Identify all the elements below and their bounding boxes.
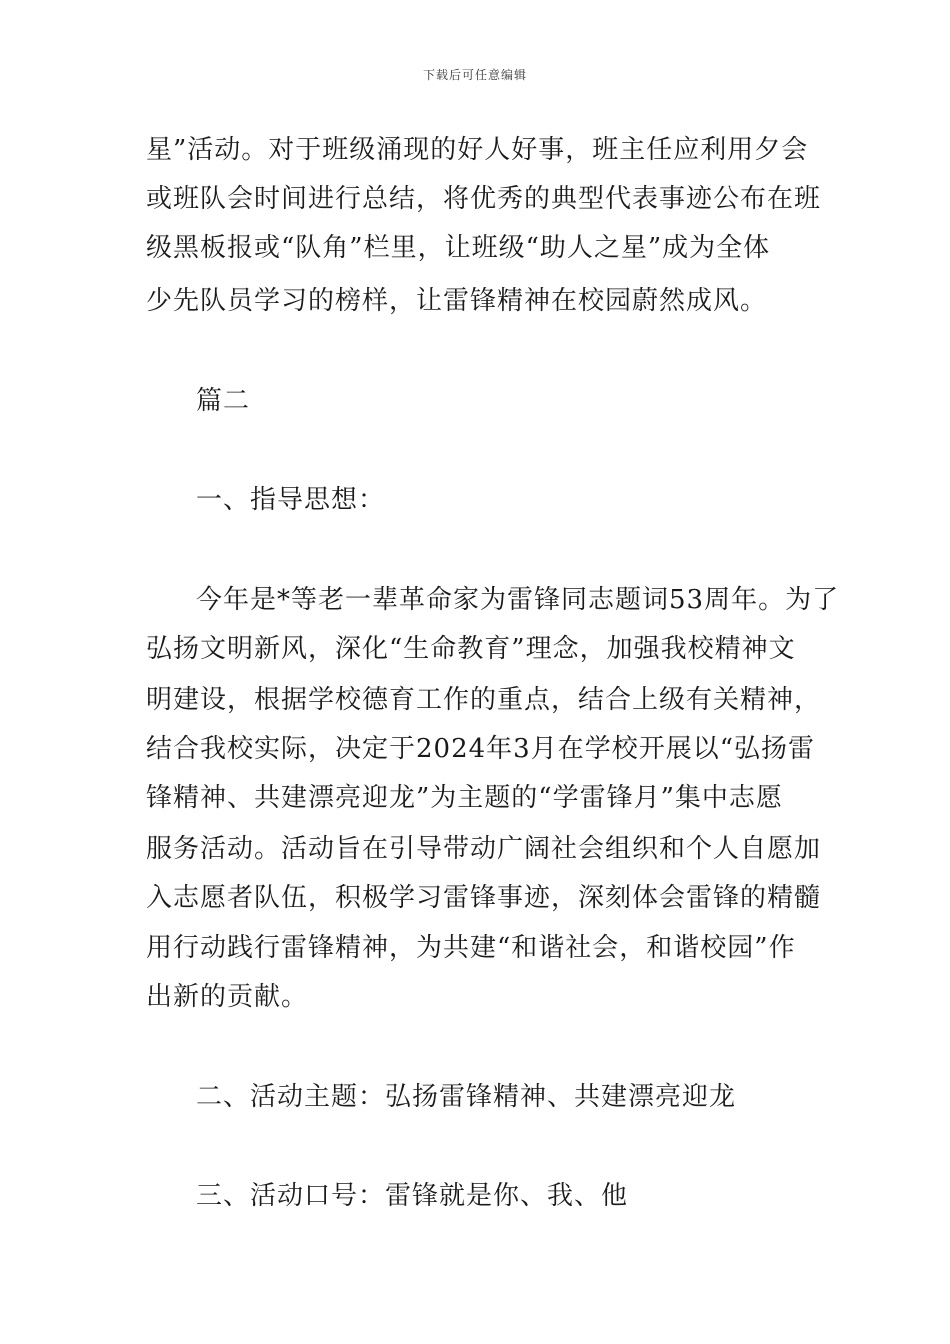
paragraph-line: 入志愿者队伍，积极学习雷锋事迹，深刻体会雷锋的精髓 [146,883,822,913]
paragraph-line: 出新的贡献。 [146,982,309,1012]
page-header: 下载后可任意编辑 [422,68,527,82]
paragraph-line: 锋精神、共建漂亮迎龙”为主题的“学雷锋月”集中志愿 [146,783,783,813]
paragraph-line: 弘扬文明新风，深化“生命教育”理念，加强我校精神文 [146,634,796,664]
paragraph-line: 级黑板报或“队角”栏里，让班级“助人之星”成为全体 [146,233,771,263]
paragraph-line: 今年是*等老一辈革命家为雷锋同志题词53周年。为了 [196,585,840,615]
paragraph-line: 服务活动。活动旨在引导带动广阔社会组织和个人自愿加 [146,834,822,864]
paragraph-line: 或班队会时间进行总结，将优秀的典型代表事迹公布在班 [146,184,822,214]
heading-activity-slogan: 三、活动口号：雷锋就是你、我、他 [196,1181,629,1211]
paragraph-line: 明建设，根据学校德育工作的重点，结合上级有关精神， [146,685,822,715]
paragraph-line: 少先队员学习的榜样，让雷锋精神在校园蔚然成风。 [146,286,768,316]
paragraph-line: 星”活动。对于班级涌现的好人好事，班主任应利用夕会 [146,135,809,165]
paragraph-line: 用行动践行雷锋精神，为共建“和谐社会，和谐校园”作 [146,933,796,963]
section-title: 篇二 [196,386,251,416]
heading-activity-theme: 二、活动主题：弘扬雷锋精神、共建漂亮迎龙 [196,1082,737,1112]
paragraph-line: 结合我校实际，决定于2024年3月在学校开展以“弘扬雷 [146,734,816,764]
heading-guiding-thought: 一、指导思想： [196,485,386,515]
